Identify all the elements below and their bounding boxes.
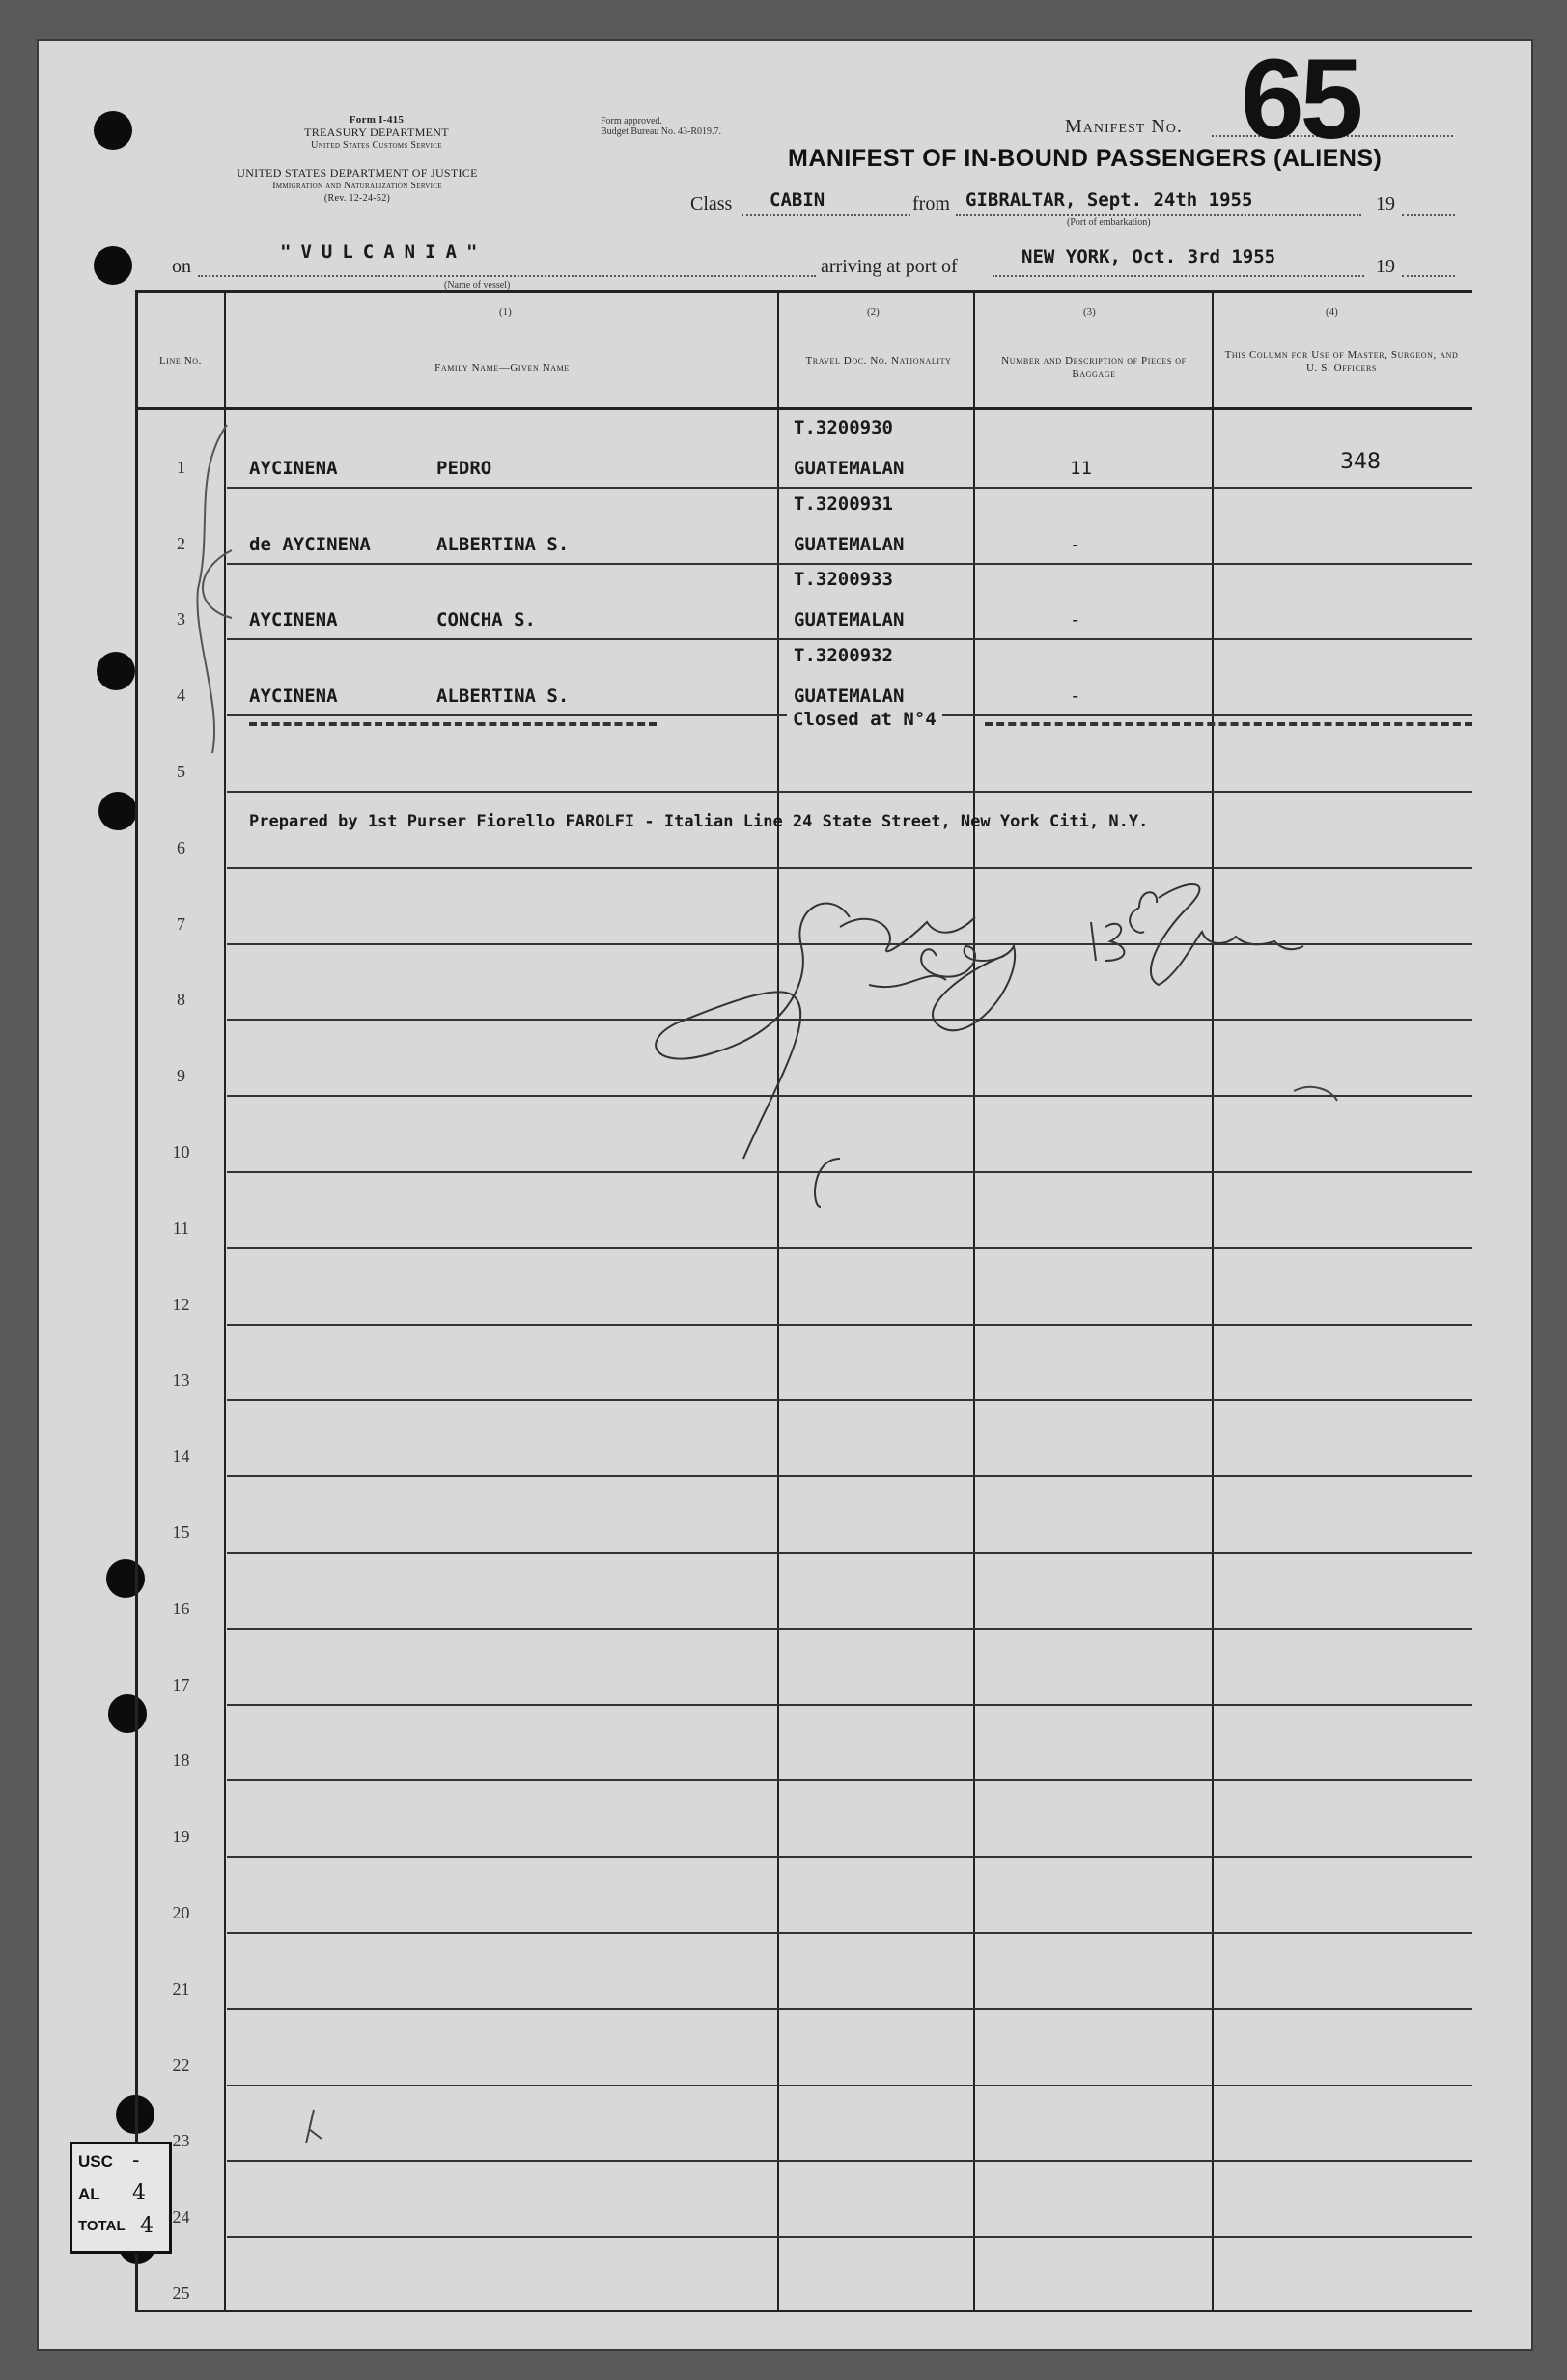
header-baggage: Number and Description of Pieces of Baggage [1001, 355, 1187, 379]
row-number: 12 [172, 1294, 190, 1314]
column-number: (3) [1083, 306, 1096, 318]
pencil-mark [294, 2105, 333, 2153]
header-officers: This Column for Use of Master, Surgeon, and U. S. Officers [1224, 350, 1459, 374]
baggage-count: - [1070, 533, 1081, 555]
family-name: de AYCINENA [249, 533, 371, 555]
embarkation-value: GIBRALTAR, Sept. 24th 1955 [965, 189, 1253, 210]
form-header [222, 114, 531, 152]
row-rule [227, 1399, 1472, 1401]
manifest-title: MANIFEST OF IN-BOUND PASSENGERS (ALIENS) [788, 145, 1383, 172]
officer-note: 348 [1340, 449, 1381, 474]
stamp-al-label: AL [78, 2185, 100, 2203]
row-number: 15 [172, 1523, 190, 1542]
row-number: 18 [172, 1750, 190, 1771]
passenger-table [135, 290, 1472, 2312]
baggage-count: - [1070, 609, 1081, 631]
budget-bureau: Budget Bureau No. 43-R019.7. [601, 126, 721, 137]
family-name: AYCINENA [249, 609, 338, 631]
treasury-department: TREASURY DEPARTMENT [304, 126, 449, 139]
form-number: Form I-415 [349, 114, 405, 126]
vessel-caption: (Name of vessel) [444, 280, 511, 291]
row-rule [227, 1628, 1472, 1630]
row-number: 17 [172, 1674, 190, 1694]
punch-hole [94, 246, 132, 285]
stamp-al-value: 4 [132, 2181, 146, 2205]
row-rule [227, 1856, 1472, 1858]
row-rule [227, 2085, 1472, 2086]
row-number: 6 [177, 837, 185, 857]
punch-hole [98, 792, 137, 830]
manifest-label: Manifest No. [1065, 116, 1183, 137]
class-label: Class [690, 193, 733, 214]
on-label: on [172, 256, 191, 277]
baggage-count: 11 [1070, 457, 1092, 479]
punch-hole [97, 652, 135, 690]
baggage-count: - [1070, 686, 1081, 708]
travel-doc-number: T.3200930 [794, 416, 893, 438]
travel-doc-number: T.3200933 [794, 569, 893, 591]
department-of-justice: UNITED STATES DEPARTMENT OF JUSTICE [237, 166, 478, 180]
punch-hole [94, 111, 132, 150]
row-rule [227, 1704, 1472, 1706]
master-signature [618, 850, 1448, 1274]
stamp-total-label: TOTAL [78, 2218, 126, 2234]
closing-dash-line [249, 722, 657, 726]
nationality: GUATEMALAN [794, 533, 905, 555]
given-name: PEDRO [436, 457, 492, 479]
form-approval [601, 116, 813, 137]
row-number: 23 [172, 2131, 190, 2151]
stamp-usc-value: - [132, 2148, 140, 2172]
from-label: from [912, 193, 950, 214]
row-number: 8 [177, 990, 185, 1010]
family-name: AYCINENA [249, 686, 338, 708]
header-travel-doc: Travel Doc. No. Nationality [805, 355, 952, 367]
row-rule [227, 1932, 1472, 1934]
closing-dash-line [985, 722, 1472, 726]
row-rule [227, 563, 1472, 565]
row-rule [227, 1324, 1472, 1326]
vessel-name: "VULCANIA" [280, 241, 488, 263]
row-number: 25 [172, 2283, 190, 2303]
row-number: 16 [172, 1598, 190, 1618]
row-number: 1 [177, 457, 185, 477]
family-name: AYCINENA [249, 457, 338, 479]
row-number: 22 [172, 2055, 190, 2075]
stamp-total-value: 4 [140, 2214, 154, 2238]
row-rule [227, 2236, 1472, 2238]
nationality: GUATEMALAN [794, 609, 905, 631]
count-stamp [70, 2142, 172, 2254]
header-name: Family Name—Given Name [434, 362, 570, 374]
row-number: 24 [172, 2207, 190, 2227]
nationality: GUATEMALAN [794, 686, 905, 708]
row-rule [227, 791, 1472, 793]
bracket-mark [174, 415, 251, 763]
row-rule [227, 2160, 1472, 2162]
port-caption: (Port of embarkation) [1067, 217, 1151, 228]
agency-header [154, 167, 560, 205]
year-prefix: 19 [1376, 193, 1395, 214]
column-number: (2) [867, 306, 880, 318]
stamp-usc-label: USC [78, 2152, 113, 2170]
manifest-number: 65 [1241, 36, 1360, 163]
arriving-label: arriving at port of [821, 256, 958, 277]
row-rule [227, 1475, 1472, 1477]
closed-at-note: Closed at N°4 [787, 709, 942, 730]
travel-doc-number: T.3200931 [794, 492, 893, 515]
row-number: 2 [177, 533, 185, 553]
customs-service: United States Customs Service [311, 140, 442, 151]
column-number: (4) [1326, 306, 1338, 318]
prepared-by-note: Prepared by 1st Purser Fiorello FAROLFI - Italian Line 24 State Street, New York Citi, N.Y. [249, 812, 1149, 831]
travel-doc-number: T.3200932 [794, 645, 893, 667]
row-number: 10 [172, 1142, 190, 1162]
header-line-no: Line No. [158, 355, 203, 367]
row-rule [227, 2008, 1472, 2010]
row-number: 9 [177, 1066, 185, 1086]
given-name: ALBERTINA S. [436, 533, 570, 555]
row-number: 13 [172, 1370, 190, 1390]
given-name: CONCHA S. [436, 609, 536, 631]
row-number: 11 [172, 1218, 190, 1238]
row-number: 14 [172, 1446, 190, 1467]
year-prefix-arrival: 19 [1376, 256, 1395, 277]
form-approved: Form approved. [601, 116, 662, 126]
arrival-value: NEW YORK, Oct. 3rd 1955 [1021, 246, 1276, 267]
column-number: (1) [499, 306, 512, 318]
row-number: 20 [172, 1903, 190, 1922]
row-number: 19 [172, 1827, 190, 1847]
row-rule [227, 1779, 1472, 1781]
row-number: 3 [177, 609, 185, 630]
class-value: CABIN [770, 189, 825, 210]
row-number: 5 [177, 762, 185, 781]
row-rule [227, 1552, 1472, 1554]
row-rule [227, 487, 1472, 489]
nationality: GUATEMALAN [794, 457, 905, 479]
row-number: 7 [177, 913, 185, 934]
row-number: 4 [177, 686, 185, 706]
row-number: 21 [172, 1978, 190, 1999]
ins-service: Immigration and Naturalization Service [272, 181, 442, 191]
row-rule [227, 638, 1472, 640]
given-name: ALBERTINA S. [436, 686, 570, 708]
revision-date: (Rev. 12-24-52) [323, 193, 391, 204]
